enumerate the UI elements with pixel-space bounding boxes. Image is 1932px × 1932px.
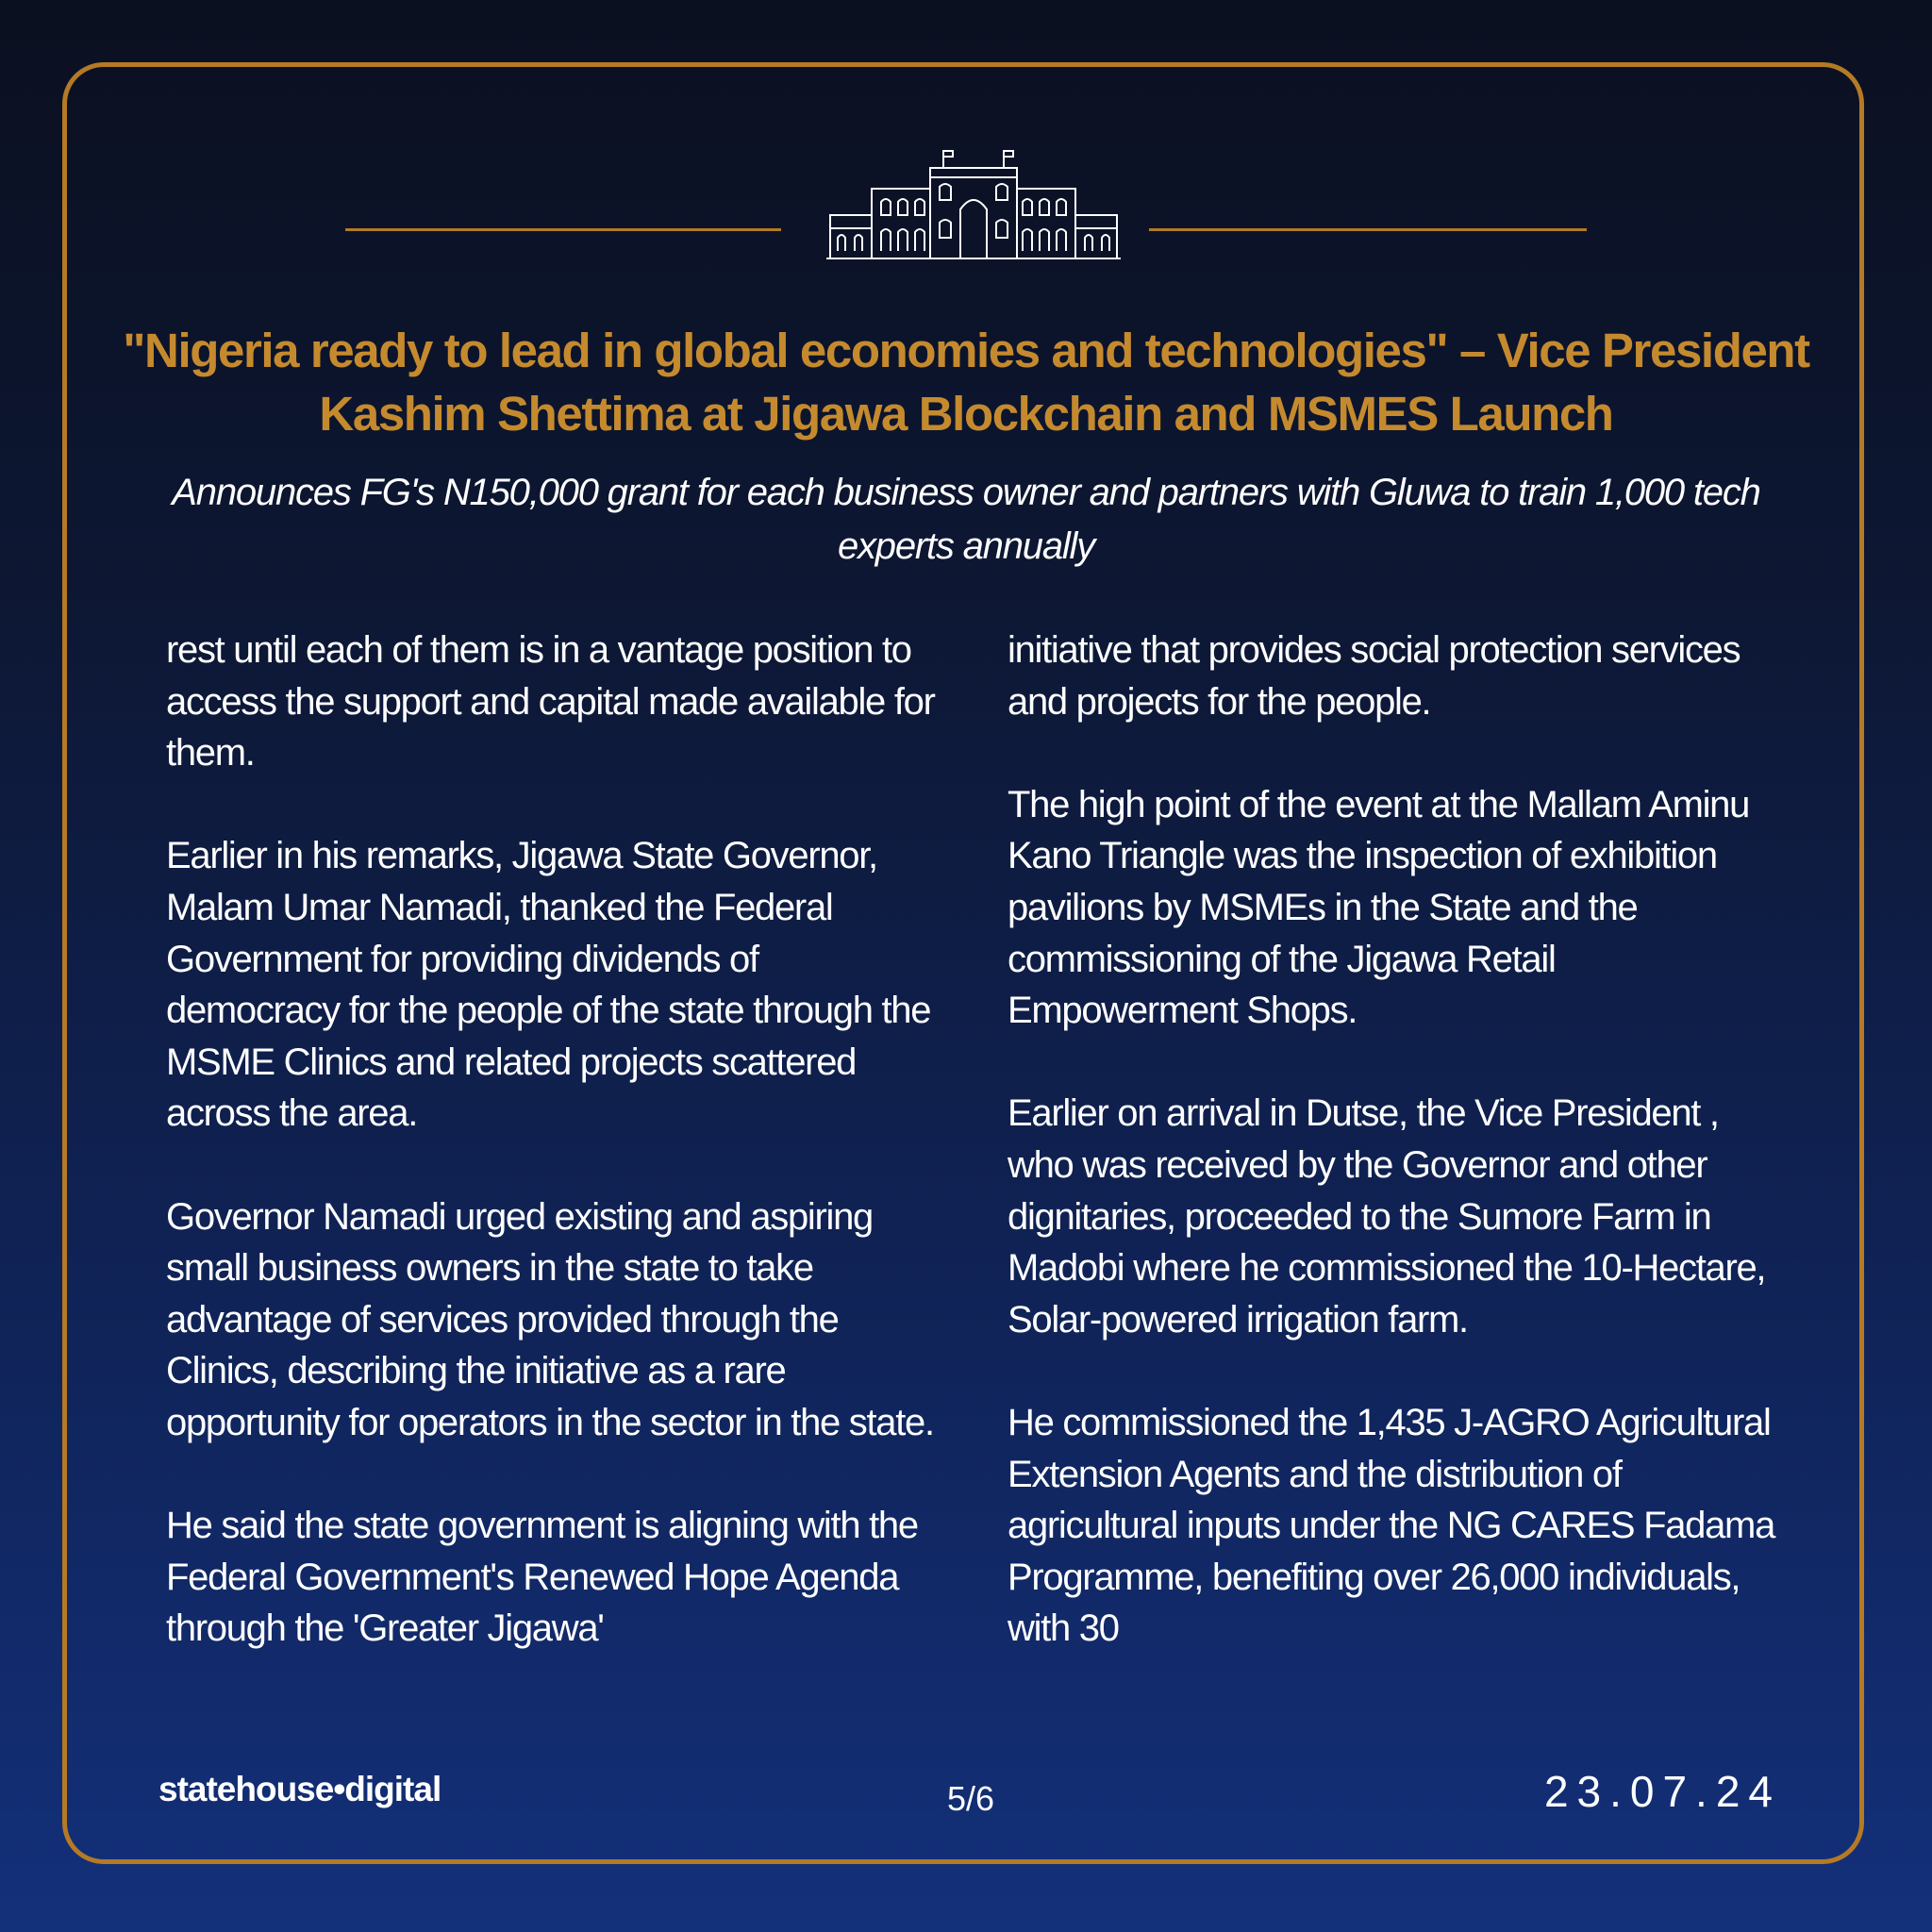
headline: "Nigeria ready to lead in global economies and technologies" – Vice President Kashim Shettima at Jigawa Blockchain and MSMES Launch (123, 324, 1809, 441)
paragraph: Earlier on arrival in Dutse, the Vice President , who was received by the Governor and other dignitaries, proceeded to the Sumore Farm in Madobi where he commissioned the 10-Hectare, Solar-powered irrigation farm. (1008, 1092, 1766, 1341)
paragraph: Earlier in his remarks, Jigawa State Governor, Malam Umar Namadi, thanked the Federal Government for providing dividends of democracy for the people of the state through the MSME Clinics and related projects scattered across the area. (166, 835, 931, 1135)
article-column-right (1008, 625, 1781, 1706)
paragraph: He said the state government is aligning with the Federal Government's Renewed Hope Agenda through the 'Greater Jigawa' (166, 1505, 918, 1650)
subheadline: Announces FG's N150,000 grant for each business owner and partners with Gluwa to train 1,000 tech experts annually (172, 472, 1760, 567)
publication-date: 23.07.24 (1543, 1767, 1781, 1816)
paragraph: He commissioned the 1,435 J-AGRO Agricultural Extension Agents and the distribution of agricultural inputs under the NG CARES Fadama Programme, benefiting over 26,000 individuals, with 30 (1008, 1401, 1775, 1650)
header-divider-left (345, 228, 781, 231)
header-divider-right (1149, 228, 1587, 231)
paragraph: The high point of the event at the Mallam Aminu Kano Triangle was the inspection of exhibition pavilions by MSMEs in the State and the commissioning of the Jigawa Retail Empowerment Shops. (1008, 783, 1750, 1032)
paragraph: initiative that provides social protection services and projects for the people. (1008, 629, 1740, 723)
brand-wordmark: statehouse•digital (158, 1770, 441, 1808)
paragraph: Governor Namadi urged existing and aspiring small business owners in the state to take advantage of services provided through the Clinics, describing the initiative as a rare opportunity for operators in the sector in the state. (166, 1195, 934, 1443)
paragraph: rest until each of them is in a vantage position to access the support and capital made available for them. (166, 629, 935, 774)
article-column-left (166, 625, 940, 1706)
state-house-building-icon (826, 143, 1121, 262)
page-indicator: 5/6 (946, 1779, 995, 1818)
